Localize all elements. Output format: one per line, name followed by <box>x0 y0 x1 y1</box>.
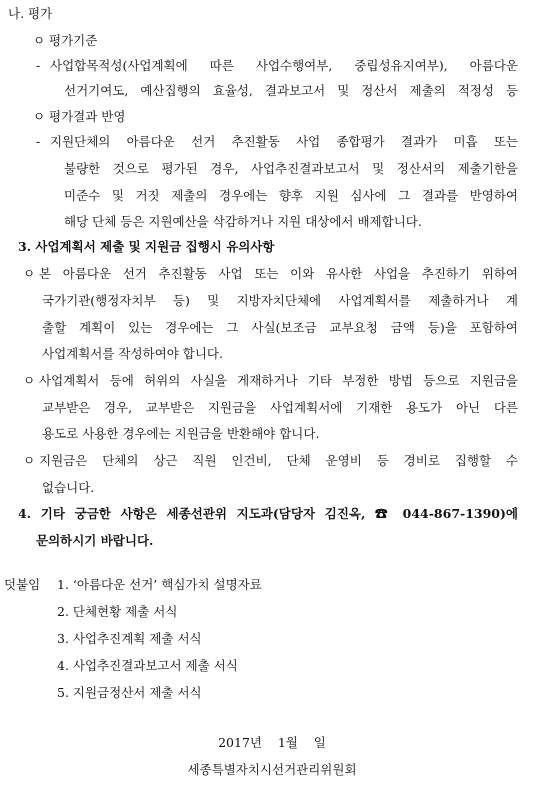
criteria-title-row <box>33 33 97 49</box>
criteria-title: 평가기준 <box>49 33 98 48</box>
attachment-item-5: 5. 지원금정산서 제출 서식 <box>57 685 202 700</box>
section-three-heading: 3. 사업계획서 제출 및 지원금 집행시 유의사항 <box>18 239 275 254</box>
attachment-item-2: 2. 단체현황 제출 서식 <box>57 604 178 619</box>
circle-bullet-icon: ㅇ <box>23 453 36 468</box>
section-four-line-2: 문의하시기 바랍니다. <box>36 533 154 548</box>
dash-bullet-icon: - <box>36 134 41 149</box>
notice-1-line-3: 출할 계획이 있는 경우에는 그 사실(보조금 교부요청 금액 등)을 포함하여 <box>42 320 518 335</box>
reflection-line-4: 해당 단체 등은 지원예산을 삭감하거나 지원 대상에서 배제합니다. <box>64 214 422 229</box>
notice-3-line-2: 없습니다. <box>42 480 95 495</box>
notice-1-line-4: 사업계획서를 작성하여야 합니다. <box>42 346 223 361</box>
circle-bullet-icon: ㅇ <box>23 266 36 281</box>
attachment-item-3: 3. 사업추진계획 제출 서식 <box>57 631 202 646</box>
criteria-line-2: 선거기여도, 예산집행의 효율성, 결과보고서 및 정산서 제출의 적정성 등 <box>64 83 518 98</box>
notice-3-line-1: 지원금은 단체의 상근 직원 인건비, 단체 운영비 등 경비로 집행할 수 <box>39 453 518 468</box>
notice-1-line-1: 본 아름다운 선거 추진활동 사업 또는 이와 유사한 사업을 추진하기 위하여 <box>39 266 518 281</box>
reflection-title-row <box>33 109 125 125</box>
notice-2-line-1: 사업계획서 등에 허위의 사실을 게재하거나 기타 부정한 방법 등으로 지원금을 <box>39 373 518 388</box>
footer-issuer: 세종특별자치시선거관리위원회 <box>187 762 357 777</box>
section-four-line-1: 4. 기타 궁금한 사항은 세종선관위 지도과(담당자 김진옥, ☎ 044-867-1390)에 <box>18 506 518 521</box>
section-na-heading: 나. 평가 <box>8 6 53 21</box>
notice-2-line-2: 교부받은 경우, 교부받은 지원금을 사업계획서에 기재한 용도가 아닌 다른 <box>42 400 518 415</box>
reflection-title: 평가결과 반영 <box>49 109 126 124</box>
circle-bullet-icon: ㅇ <box>23 373 36 388</box>
attachments-label: 덧붙임 <box>4 577 41 592</box>
dash-bullet-icon: - <box>36 58 41 73</box>
notice-2-line-3: 용도로 사용한 경우에는 지원금을 반환해야 합니다. <box>42 426 320 441</box>
reflection-line-1: 지원단체의 아름다운 선거 추진활동 사업 종합평가 결과가 미흡 또는 <box>50 134 518 149</box>
circle-bullet-icon: ㅇ <box>33 33 46 48</box>
reflection-line-2: 불량한 것으로 평가된 경우, 사업추진결과보고서 및 정산서의 제출기한을 <box>64 161 518 176</box>
footer-date: 2017년 1월 일 <box>218 735 326 750</box>
circle-bullet-icon: ㅇ <box>33 109 46 124</box>
attachment-item-4: 4. 사업추진결과보고서 제출 서식 <box>57 658 238 673</box>
attachment-item-1: 1. ‘아름다운 선거’ 핵심가치 설명자료 <box>57 577 262 592</box>
notice-1-line-2: 국가기관(행정자치부 등) 및 지방자치단체에 사업계획서를 제출하거나 계 <box>42 293 518 308</box>
reflection-line-3: 미준수 및 거짓 제출의 경우에는 향후 지원 심사에 그 결과를 반영하여 <box>64 188 518 203</box>
criteria-line-1: 사업합목적성(사업계획에 따른 사업수행여부, 중립성유지여부), 아름다운 <box>50 58 518 73</box>
